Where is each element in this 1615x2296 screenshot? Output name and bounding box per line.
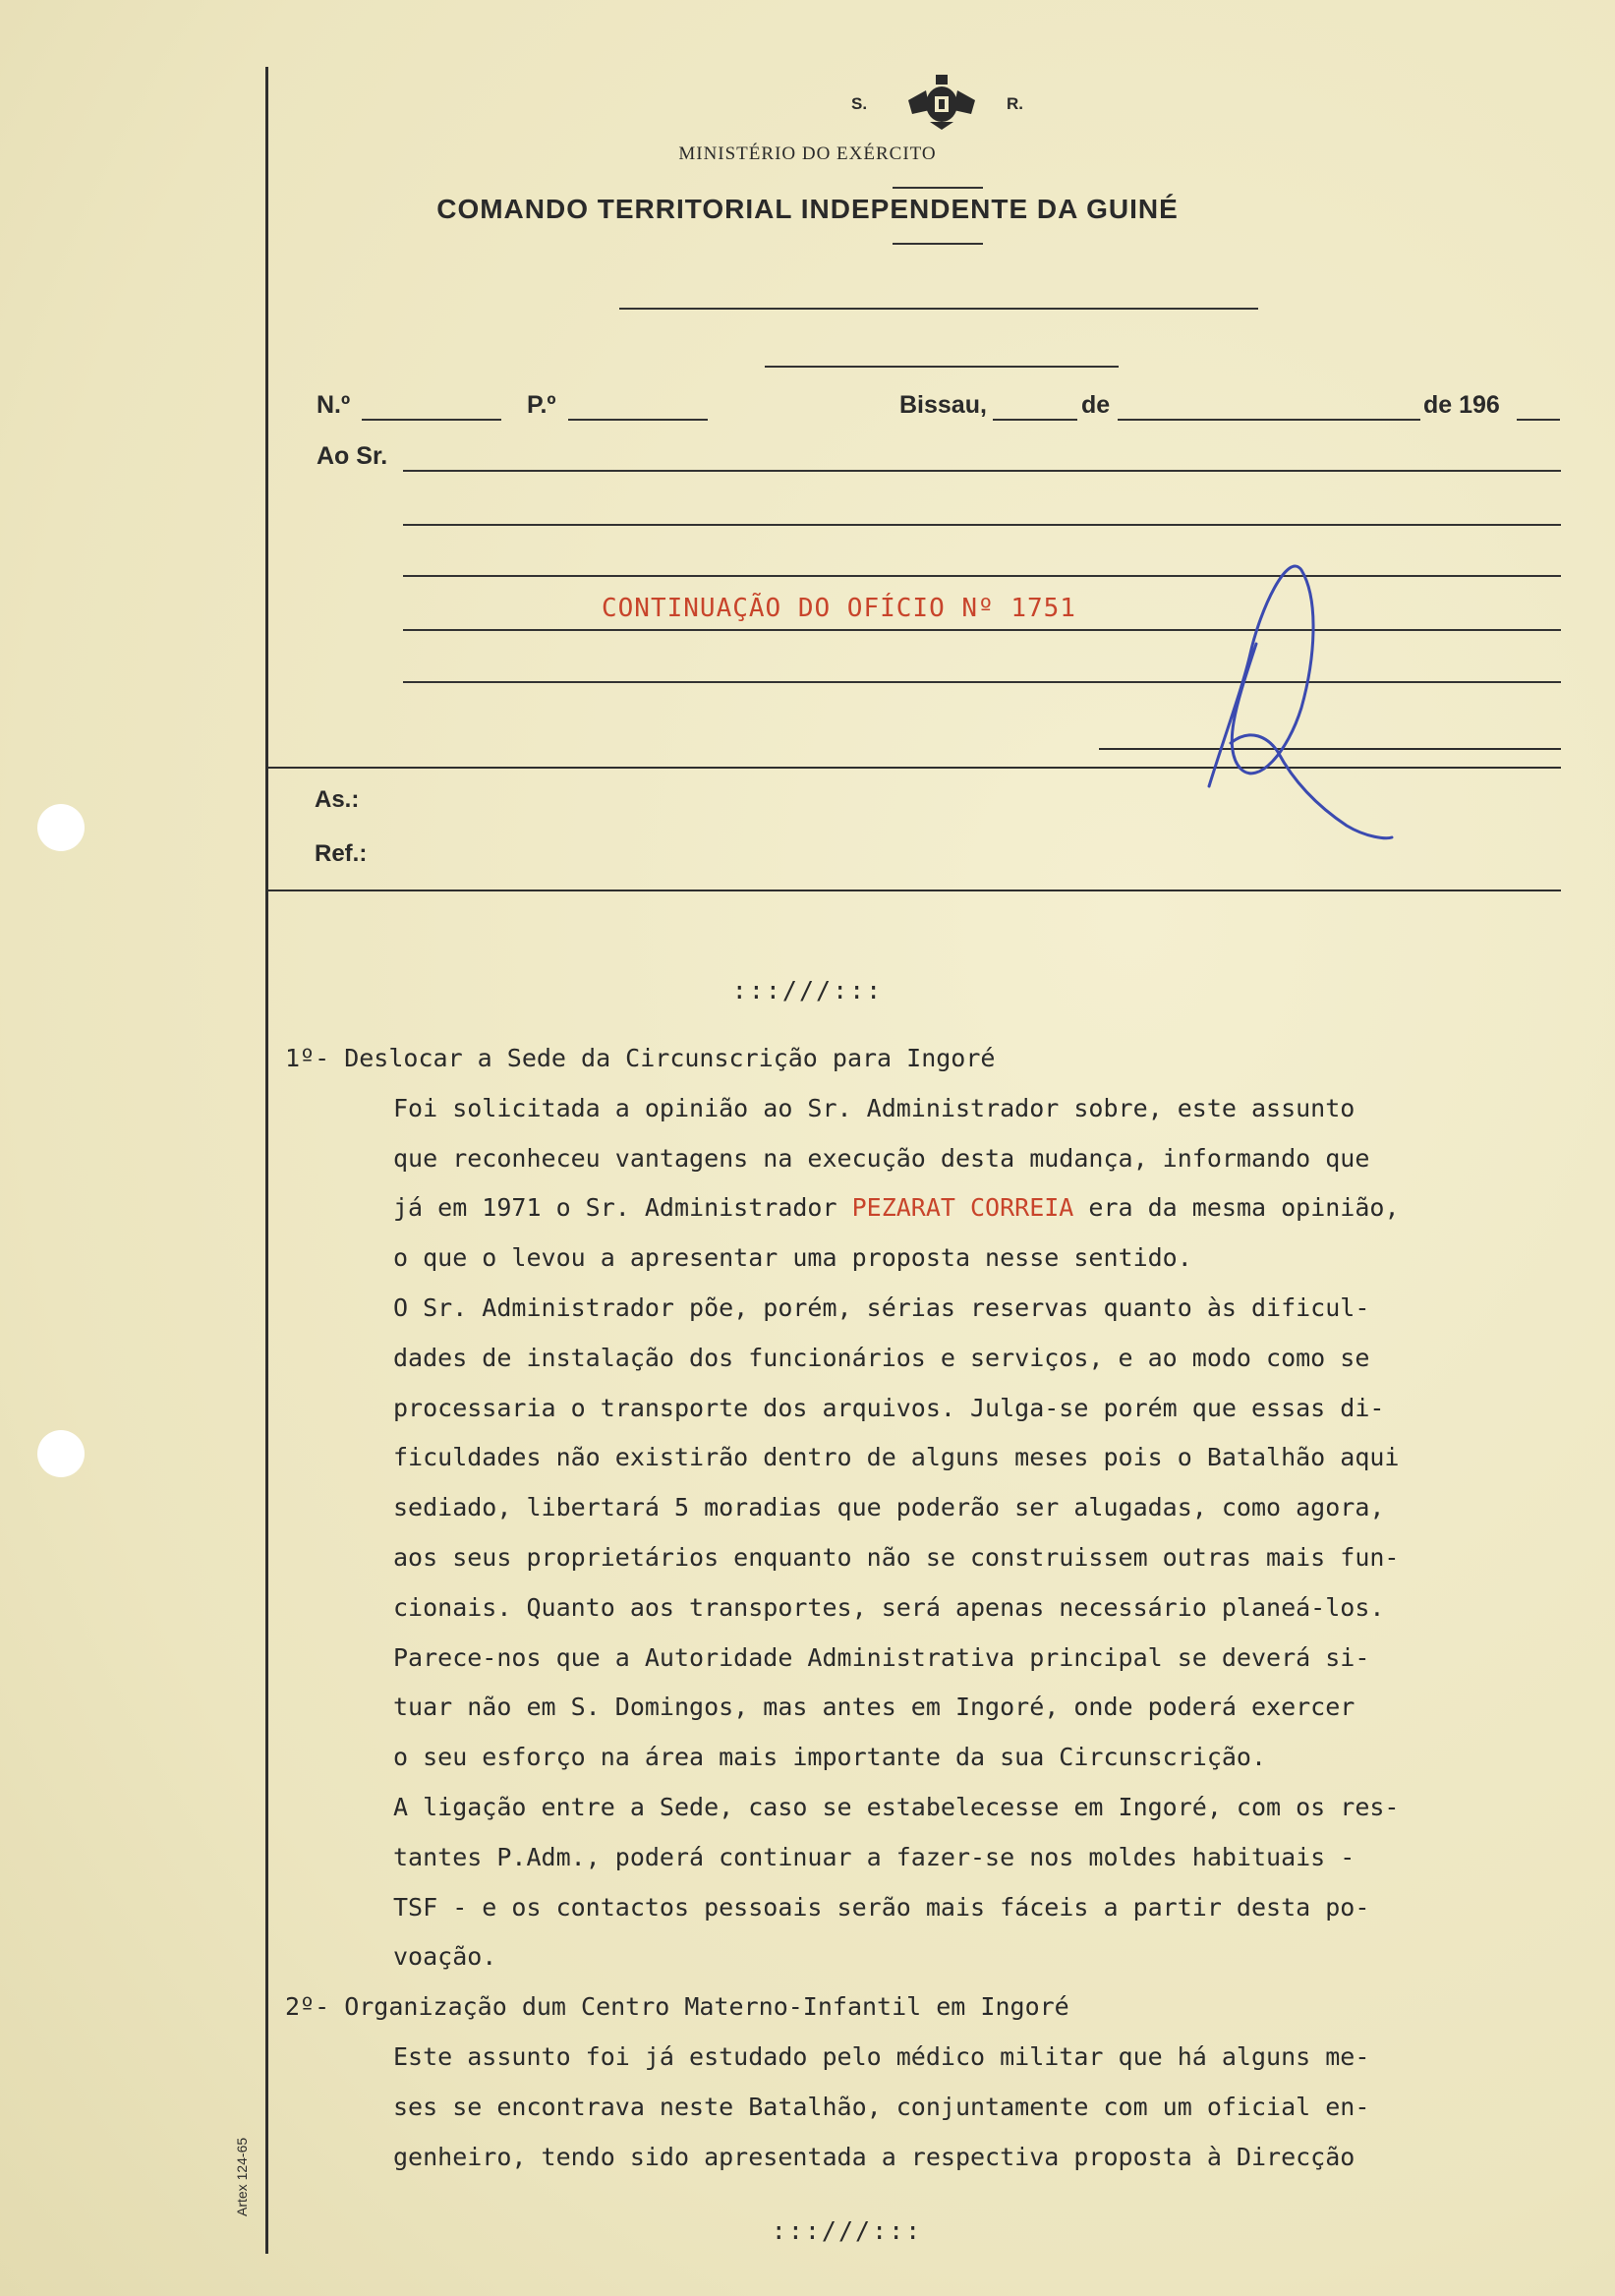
number-label: N.º: [317, 391, 351, 419]
header-rule: [265, 890, 1561, 891]
body-line: dades de instalação dos funcionários e serviços, e ao modo como se: [393, 1343, 1370, 1372]
year-field: [1517, 419, 1560, 421]
highlighted-name: PEZARAT CORREIA: [851, 1193, 1074, 1223]
body-line: A ligação entre a Sede, caso se estabelecesse em Ingoré, com os res-: [393, 1792, 1400, 1821]
reference-label: Ref.:: [315, 840, 368, 867]
item-heading: 2º- Organização dum Centro Materno-Infantil em Ingoré: [285, 1992, 1069, 2022]
body-line: O Sr. Administrador põe, porém, sérias reservas quanto às dificul-: [393, 1292, 1370, 1322]
body-line: ficuldades não existirão dentro de alguns meses pois o Batalhão aqui: [393, 1443, 1400, 1472]
printer-mark: Artex 124-65: [234, 2137, 250, 2216]
command-title: COMANDO TERRITORIAL INDEPENDENTE DA GUINÉ: [436, 194, 1179, 224]
body-line: cionais. Quanto aos transportes, será apenas necessário planeá-los.: [393, 1592, 1385, 1622]
body-line: voação.: [393, 1942, 497, 1972]
signature: [1199, 550, 1396, 845]
addressee-line: [403, 524, 1561, 526]
address-line: [765, 366, 1119, 368]
city-label: Bissau,: [899, 391, 987, 419]
de-label: de: [1081, 391, 1111, 419]
body-line: tantes P.Adm., poderá continuar a fazer-se nos moldes habituais -: [393, 1842, 1355, 1871]
body-line: Este assunto foi já estudado pelo médico militar que há alguns me-: [393, 2041, 1370, 2071]
number-field: [362, 419, 501, 421]
subject-label: As.:: [315, 786, 360, 813]
body-line: [285, 1183, 1602, 1234]
year-label: de 196: [1423, 391, 1500, 419]
divider: [893, 187, 983, 189]
body-line: sediado, libertará 5 moradias que poderão ser alugadas, como agora,: [393, 1493, 1385, 1522]
process-label: P.º: [527, 391, 556, 419]
addressee-line: [403, 470, 1561, 472]
process-field: [568, 419, 708, 421]
day-field: [993, 419, 1077, 421]
body-text: era da mesma opinião,: [1073, 1193, 1400, 1223]
body-text: já em 1971 o Sr. Administrador: [393, 1193, 852, 1223]
punch-hole: [37, 804, 85, 851]
section-separator: :::///:::: [731, 976, 884, 1004]
body-line: genheiro, tendo sido apresentada a respectiva proposta à Direcção: [393, 2142, 1355, 2171]
body-line: o seu esforço na área mais importante da sua Circunscrição.: [393, 1743, 1267, 1772]
addressee-label: Ao Sr.: [317, 442, 388, 470]
letterhead-s: S.: [851, 94, 868, 113]
address-line: [619, 308, 1258, 310]
coat-of-arms-icon: [902, 71, 981, 132]
body-line: o que o levou a apresentar uma proposta nesse sentido.: [393, 1243, 1192, 1273]
body-line: Parece-nos que a Autoridade Administrativa principal se deverá si-: [393, 1642, 1370, 1672]
body-line: TSF - e os contactos pessoais serão mais fáceis a partir desta po-: [393, 1892, 1370, 1922]
ministry-title: MINISTÉRIO DO EXÉRCITO: [678, 144, 937, 164]
body-line: ses se encontrava neste Batalhão, conjuntamente com um oficial en-: [393, 2092, 1370, 2121]
margin-rule: [265, 67, 268, 2254]
month-field: [1118, 419, 1420, 421]
footer-separator: :::///:::: [771, 2216, 923, 2245]
body-line: que reconheceu vantagens na execução desta mudança, informando que: [393, 1143, 1370, 1173]
letterhead-r: R.: [1007, 94, 1023, 113]
body-line: processaria o transporte dos arquivos. Julga-se porém que essas di-: [393, 1393, 1385, 1422]
letter-body: [285, 1034, 1602, 2182]
body-line: aos seus proprietários enquanto não se construissem outras mais fun-: [393, 1542, 1400, 1572]
punch-hole: [37, 1430, 85, 1477]
body-line: tuar não em S. Domingos, mas antes em Ingoré, onde poderá exercer: [393, 1693, 1355, 1722]
divider: [893, 243, 983, 245]
item-heading: 1º- Deslocar a Sede da Circunscrição para Ingoré: [285, 1044, 996, 1072]
body-line: Foi solicitada a opinião ao Sr. Administrador sobre, este assunto: [393, 1093, 1355, 1122]
continuation-title: CONTINUAÇÃO DO OFÍCIO Nº 1751: [602, 594, 1076, 623]
